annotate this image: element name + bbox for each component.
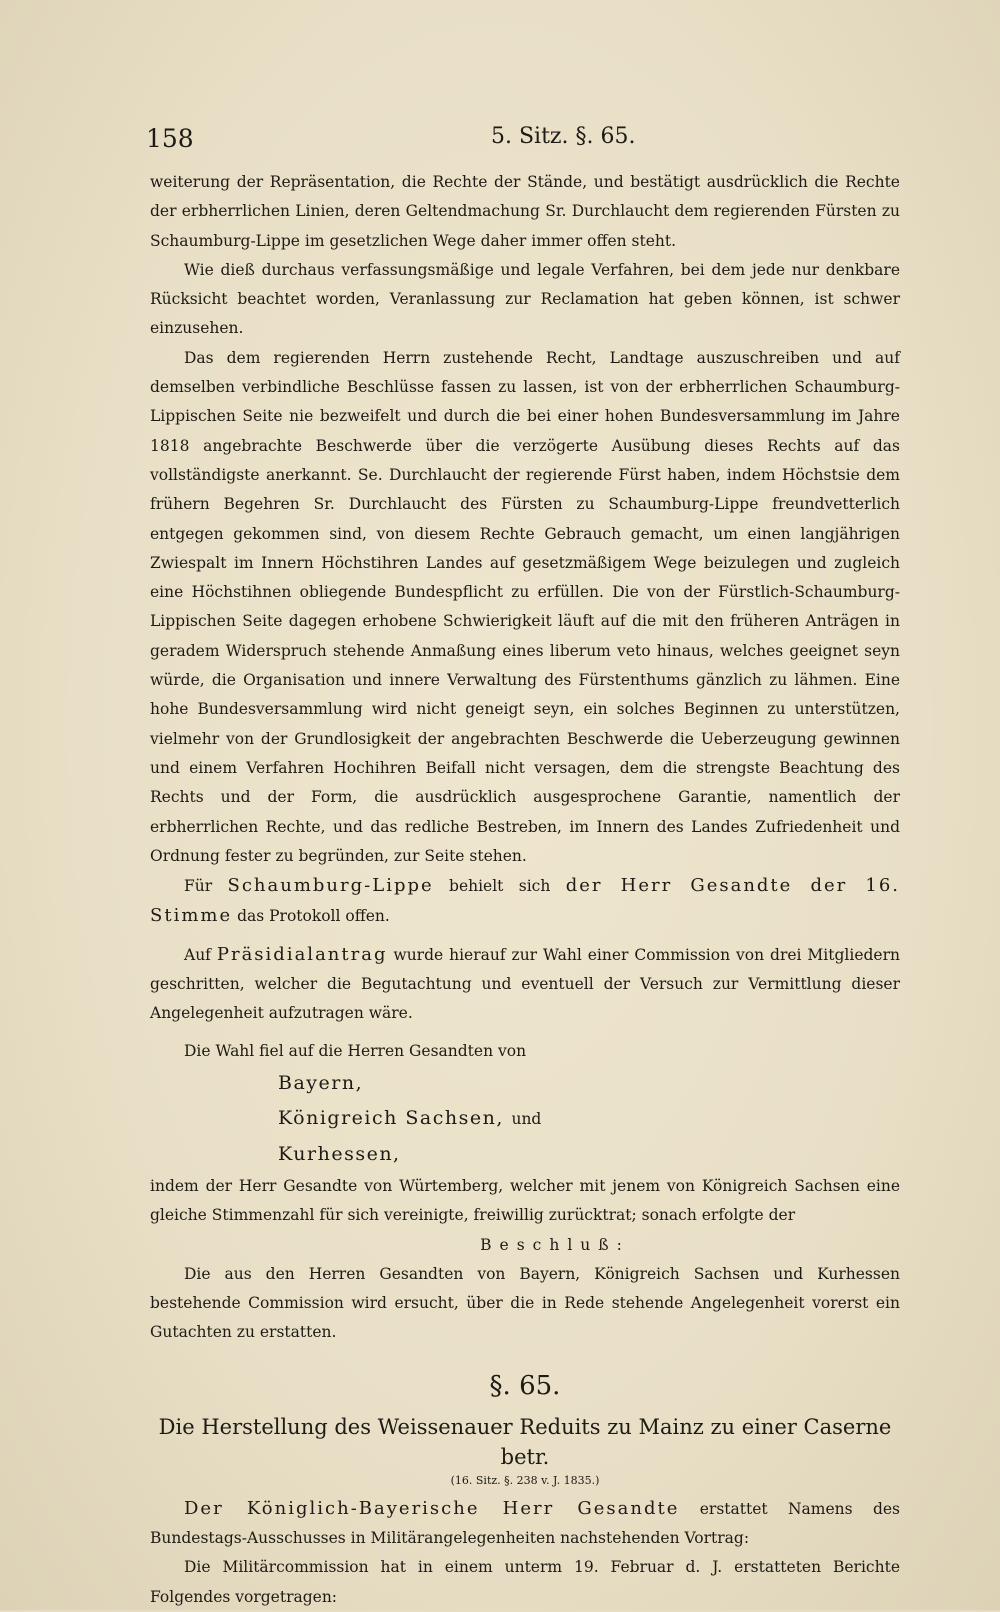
paragraph-continuation: weiterung der Repräsentation, die Rechte der Stände, und bestätigt ausdrücklich die Rechte der erbherrlichen Linien, deren Geltendmachung Sr. Durchlaucht dem regierenden Fürsten zu Schaumburg-Lippe im gesetzlichen Wege daher immer offen steht. bbox=[150, 173, 900, 250]
report-paragraph bbox=[150, 1494, 900, 1554]
presidial-lead: Auf bbox=[184, 945, 211, 964]
paragraph-procedure: Wie dieß durchaus verfassungsmäßige und legale Verfahren, bei dem jede nur denkbare Rücksicht beachtet worden, Veranlassung zur Reclamation hat geben können, ist schwer einzusehen. bbox=[150, 260, 900, 338]
presidial-paragraph bbox=[150, 940, 900, 1029]
protocol-mid: behielt sich bbox=[449, 877, 551, 896]
member-sachsen-label: Königreich Sachsen, bbox=[278, 1106, 504, 1129]
spacer bbox=[150, 932, 900, 940]
protocol-paragraph bbox=[150, 871, 900, 932]
protocol-envoy: der Herr Gesandte der 16. Stimme bbox=[150, 875, 901, 927]
presidial-term: Präsidialantrag bbox=[216, 943, 388, 965]
protocol-state: Schaumburg-Lippe bbox=[227, 875, 434, 897]
spacer bbox=[150, 1029, 900, 1037]
report-final: Die Militärcommission hat in einem unterm 19. Februar d. J. erstatteten Berichte Folgendes vorgetragen: bbox=[150, 1558, 900, 1606]
section-title: Die Herstellung des Weissenauer Reduits zu Mainz zu einer Caserne betr. bbox=[158, 1414, 892, 1469]
running-title: 5. Sitz. §. 65. bbox=[491, 124, 636, 149]
member-conjunction: und bbox=[511, 1109, 542, 1128]
protocol-lead: Für bbox=[184, 877, 213, 896]
protocol-tail: das Protokoll offen. bbox=[237, 907, 390, 926]
election-outro: indem der Herr Gesandte von Würtemberg, welcher mit jenem von Königreich Sachsen eine gleiche Stimmenzahl für sich vereinigte, freiwillig zurücktrat; sonach erfolgte der bbox=[150, 1176, 900, 1225]
page-number: 158 bbox=[146, 124, 194, 153]
presidial-tail: wurde hierauf zur Wahl einer Commission von drei Mitgliedern geschritten, welcher die Begutachtung und eventuell der Versuch zur Vermittlung dieser Angelegenheit aufzutragen wäre. bbox=[150, 945, 900, 1023]
report-text: erstattet Namens des Bundestags-Ausschusses in Militärangelegenheiten nachstehenden Vortrag: bbox=[150, 1499, 900, 1547]
report-speaker: Der Königlich-Bayerische Herr Gesandte bbox=[184, 1497, 680, 1519]
election-intro: Die Wahl fiel auf die Herren Gesandten von bbox=[184, 1041, 527, 1060]
document-body bbox=[150, 168, 900, 1612]
beschluss-heading: Beschluß: bbox=[480, 1235, 630, 1254]
page-header bbox=[146, 124, 860, 154]
paragraph-right-of-ruler: Das dem regierenden Herrn zustehende Recht, Landtage auszuschreiben und auf demselben verbindliche Beschlüsse fassen zu lassen, ist von der erbherrlichen Schaumburg-Lippischen Seite nie bezweifelt und durch die bei einer hohen Bundesversammlung im Jahre 1818 angebrachte Beschwerde über die verzögerte Ausübung dieses Rechts auf das vollständigste anerkannt. Se. Durchlaucht der regierende Fürst haben, indem Höchstsie dem frühern Begehren Sr. Durchlaucht des Fürsten zu Schaumburg-Lippe freundvetterlich entgegen gekommen sind, von diesem Rechte Gebrauch gemacht, um einen langjährigen Zwiespalt im Innern Höchstihren Landes auf gesetzmäßigem Wege beizulegen und zugleich eine Höchstihnen obliegende Bundespflicht zu erfüllen. Die von der Fürstlich-Schaumburg-Lippischen Seite dagegen erhobene Schwierigkeit läuft auf die mit den früheren Anträgen in geradem Widerspruch stehende Anmaßung eines liberum veto hinaus, welches geeignet seyn würde, die Organisation und innere Verwaltung des Fürstenthums gänzlich zu lähmen. Eine hohe Bundesversammlung wird nicht geneigt seyn, ein solches Beginnen zu unterstützen, vielmehr von der Grundlosigkeit der angebrachten Beschwerde die Ueberzeugung gewinnen und einem Verfahren Hochihren Beifall nicht versagen, dem die strengste Beachtung des Rechts und der Form, die ausdrücklich ausgesprochene Garantie, namentlich der erbherrlichen Rechte, und das redliche Bestreben, im Innern des Landes Zufriedenheit und Ordnung fester zu begründen, zur Seite stehen. bbox=[150, 348, 900, 865]
section-reference: (16. Sitz. §. 238 v. J. 1835.) bbox=[450, 1473, 600, 1487]
member-kurhessen: Kurhessen, bbox=[278, 1142, 401, 1165]
beschluss-text: Die aus den Herren Gesandten von Bayern, Königreich Sachsen und Kurhessen bestehende Commission wird ersucht, über die in Rede stehende Angelegenheit vorerst ein Gutachten zu erstatten. bbox=[150, 1264, 900, 1342]
section-number: §. 65. bbox=[489, 1370, 561, 1401]
member-bayern: Bayern, bbox=[278, 1071, 364, 1094]
member-sachsen bbox=[150, 1101, 900, 1137]
